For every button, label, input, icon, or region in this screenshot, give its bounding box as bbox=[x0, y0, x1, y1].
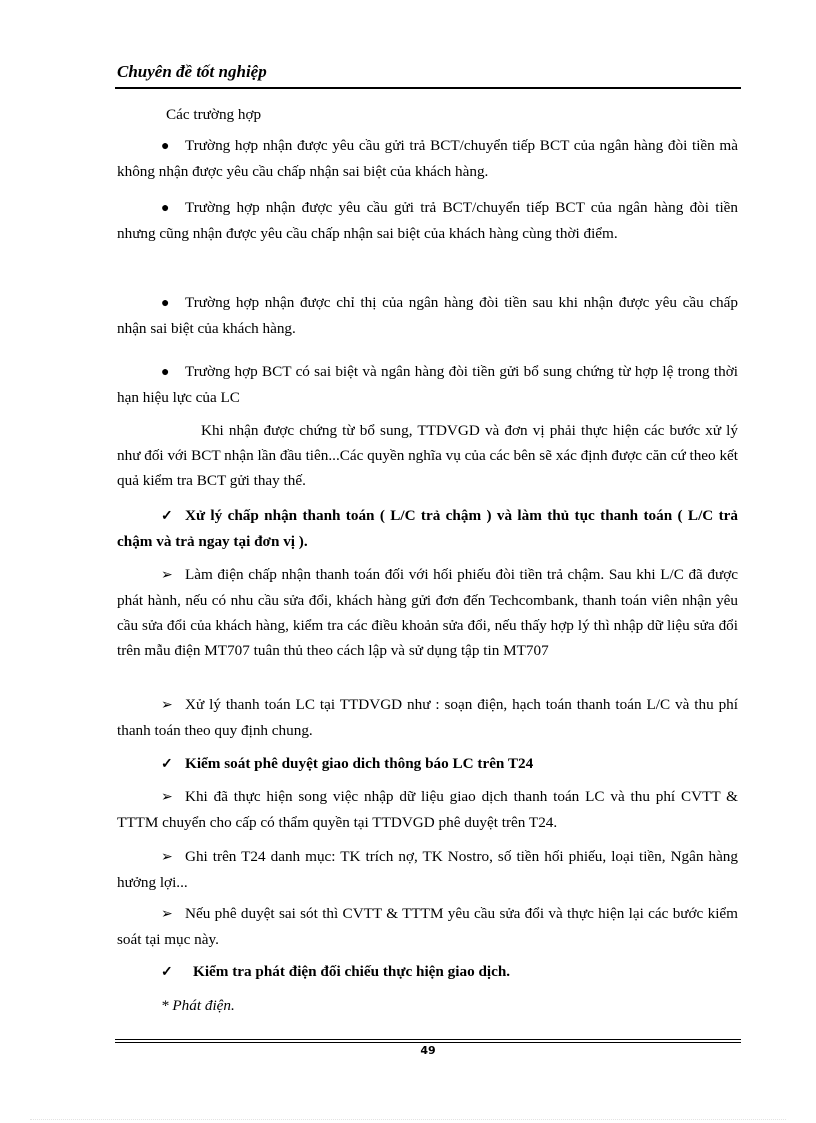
paragraph-approval-errors bbox=[117, 901, 738, 952]
paragraph-text: Ghi trên T24 danh mục: TK trích nợ, TK Nostro, số tiền hối phiếu, loại tiền, Ngân hàng hưởng lợi... bbox=[117, 848, 738, 891]
bullet-icon: ● bbox=[161, 139, 170, 154]
arrow-bullet-icon: ➢ bbox=[161, 698, 173, 713]
checkmark-icon: ✓ bbox=[161, 509, 173, 524]
paragraph-text: Trường hợp BCT có sai biệt và ngân hàng đòi tiền gửi bổ sung chứng từ hợp lệ trong thời hạn hiệu lực của LC bbox=[117, 363, 738, 406]
footer-divider bbox=[115, 1042, 741, 1043]
paragraph-lc-payment bbox=[117, 692, 738, 743]
paragraph-case-1 bbox=[117, 133, 738, 184]
paragraph-text: Trường hợp nhận được chỉ thị của ngân hàng đòi tiền sau khi nhận được yêu cầu chấp nhận sai biệt của khách hàng. bbox=[117, 294, 738, 337]
paragraph-text: Làm điện chấp nhận thanh toán đối với hối phiếu đòi tiền trả chậm. Sau khi L/C đã được phát hành, nếu có nhu cầu sửa đổi, khách hàng gửi đơn đến Techcombank, thanh toán viên nhận yêu cầu sửa đổi của khách hàng, kiểm tra các điều khoản sửa đổi, nếu thấy hợp lý thì nhập dữ liệu sửa đổi trên mẫu điện MT707 tuân thủ theo cách lập và sử dụng tập tin MT707 bbox=[117, 566, 738, 659]
footer-divider bbox=[115, 1039, 741, 1040]
paragraph-text: Trường hợp nhận được yêu cầu gửi trả BCT/chuyển tiếp BCT của ngân hàng đòi tiền nhưng cũng nhận được yêu cầu chấp nhận sai biệt của khách hàng cùng thời điểm. bbox=[117, 199, 738, 242]
paragraph-acceptance-message bbox=[117, 562, 738, 663]
paragraph-text: Xử lý thanh toán LC tại TTDVGD như : soạn điện, hạch toán thanh toán L/C và thu phí thanh toán theo quy định chung. bbox=[117, 696, 738, 739]
paragraph-case-3 bbox=[117, 290, 738, 341]
paragraph-text: Nếu phê duyệt sai sót thì CVTT & TTTM yêu cầu sửa đổi và thực hiện lại các bước kiểm soát tại mục này. bbox=[117, 905, 738, 948]
arrow-bullet-icon: ➢ bbox=[161, 907, 173, 922]
paragraph-supplement-docs: Khi nhận được chứng từ bổ sung, TTDVGD và đơn vị phải thực hiện các bước xử lý như đối với BCT nhận lần đầu tiên...Các quyền nghĩa vụ của các bên sẽ xác định được căn cứ theo kết quả kiểm tra BCT gửi thay thế. bbox=[117, 422, 738, 489]
section-heading-acceptance-payment bbox=[117, 503, 738, 554]
paragraph-text: Kiểm tra phát điện đối chiếu thực hiện giao dịch. bbox=[193, 963, 511, 980]
page-number: 49 bbox=[420, 1044, 436, 1057]
paragraph-t24-fields bbox=[117, 844, 738, 895]
page-bottom-edge bbox=[30, 1119, 786, 1120]
paragraph-case-4 bbox=[117, 359, 738, 410]
arrow-bullet-icon: ➢ bbox=[161, 790, 173, 805]
section-heading-message-check bbox=[117, 959, 738, 985]
bullet-icon: ● bbox=[161, 365, 170, 380]
arrow-bullet-icon: ➢ bbox=[161, 850, 173, 865]
checkmark-icon: ✓ bbox=[161, 757, 173, 772]
header-divider bbox=[115, 87, 741, 89]
document-header-title: Chuyên đề tốt nghiệp bbox=[117, 62, 267, 81]
checkmark-icon: ✓ bbox=[161, 965, 173, 980]
bullet-icon: ● bbox=[161, 201, 170, 216]
paragraph-text: Trường hợp nhận được yêu cầu gửi trả BCT/chuyển tiếp BCT của ngân hàng đòi tiền mà không nhận được yêu cầu chấp nhận sai biệt của khách hàng. bbox=[117, 137, 738, 180]
arrow-bullet-icon: ➢ bbox=[161, 568, 173, 583]
paragraph-case-2 bbox=[117, 195, 738, 246]
subheading-send-message: * Phát điện. bbox=[161, 997, 235, 1014]
paragraph-text: Xử lý chấp nhận thanh toán ( L/C trả chậm ) và làm thủ tục thanh toán ( L/C trả chậm và trả ngay tại đơn vị ). bbox=[117, 507, 738, 550]
paragraph-text: Khi đã thực hiện song việc nhập dữ liệu giao dịch thanh toán LC và thu phí CVTT & TTTM chuyển cho cấp có thẩm quyền tại TTDVGD phê duyệt trên T24. bbox=[117, 788, 738, 831]
section-heading-approval bbox=[117, 751, 738, 777]
paragraph-cases-heading: Các trường hợp bbox=[166, 106, 262, 123]
paragraph-approval-transfer bbox=[117, 784, 738, 835]
paragraph-text: Kiểm soát phê duyệt giao dich thông báo LC trên T24 bbox=[185, 755, 534, 772]
bullet-icon: ● bbox=[161, 296, 170, 311]
